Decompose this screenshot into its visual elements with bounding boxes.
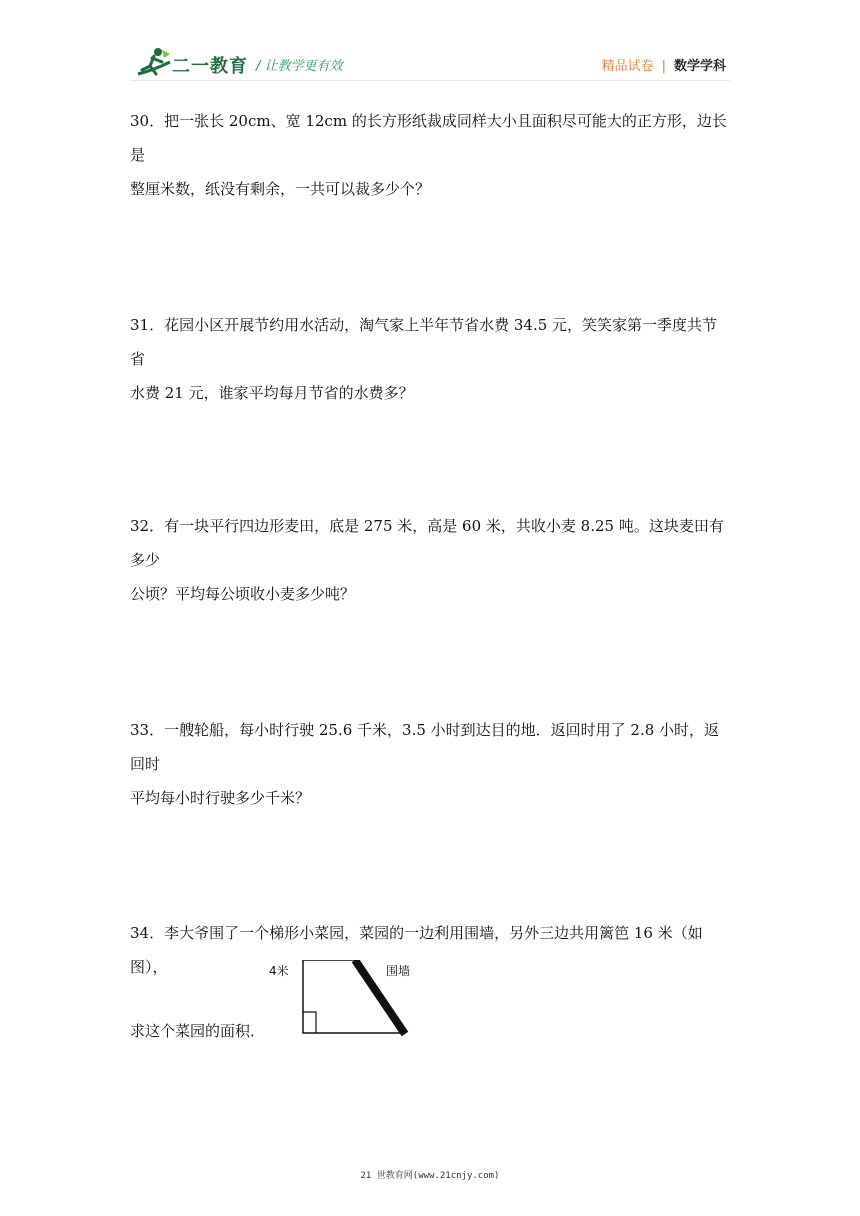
header-labels: [602, 55, 726, 74]
question-text: 水费 21 元，谁家平均每月节省的水费多？: [130, 384, 414, 402]
header-separator: |: [661, 59, 666, 74]
question-text: 平均每小时行驶多少千米？: [130, 789, 311, 807]
question-text: 34．李大爷围了一个梯形小菜园，菜园的一边利用围墙，另外三边共用篱笆 16 米（如图），: [130, 924, 703, 976]
slogan: / 让教学更有效: [256, 59, 343, 74]
question-text: 33．一艘轮船，每小时行驶 25.6 千米，3.5 小时到达目的地．返回时用了 2.8 小时，返回时: [130, 721, 720, 773]
question-text: 整厘米数，纸没有剩余，一共可以裁多少个？: [130, 180, 431, 198]
trapezoid-drawing: [265, 960, 425, 1040]
question-33: [130, 713, 732, 815]
question-text: 32．有一块平行四边形麦田，底是 275 米，高是 60 米，共收小麦 8.25 吨。这块麦田有多少: [130, 517, 724, 569]
question-31: [130, 308, 732, 410]
logo-text: 二一教育: [172, 56, 248, 77]
question-text: 求这个菜园的面积．: [130, 1022, 266, 1040]
height-label: 4米: [269, 964, 289, 978]
label-subject: 数学学科: [673, 59, 726, 74]
page-header: [0, 0, 860, 90]
trapezoid-garden-figure: [265, 960, 425, 1040]
wall-label: 围墙: [386, 964, 411, 978]
header-divider: [130, 80, 730, 81]
label-premium-paper: 精品试卷: [601, 59, 654, 74]
question-30: [130, 104, 732, 206]
question-text: 31．花园小区开展节约用水活动，淘气家上半年节省水费 34.5 元，笑笑家第一季度共节省: [130, 316, 718, 368]
question-text: 公顷？平均每公顷收小麦多少吨？: [130, 585, 356, 603]
question-text: 30．把一张长 20cm、宽 12cm 的长方形纸裁成同样大小且面积尽可能大的正方形，边长是: [130, 112, 727, 164]
question-34: [130, 916, 732, 1048]
page-footer: 21 世教育网(www.21cnjy.com): [360, 1171, 500, 1181]
question-32: [130, 509, 732, 611]
